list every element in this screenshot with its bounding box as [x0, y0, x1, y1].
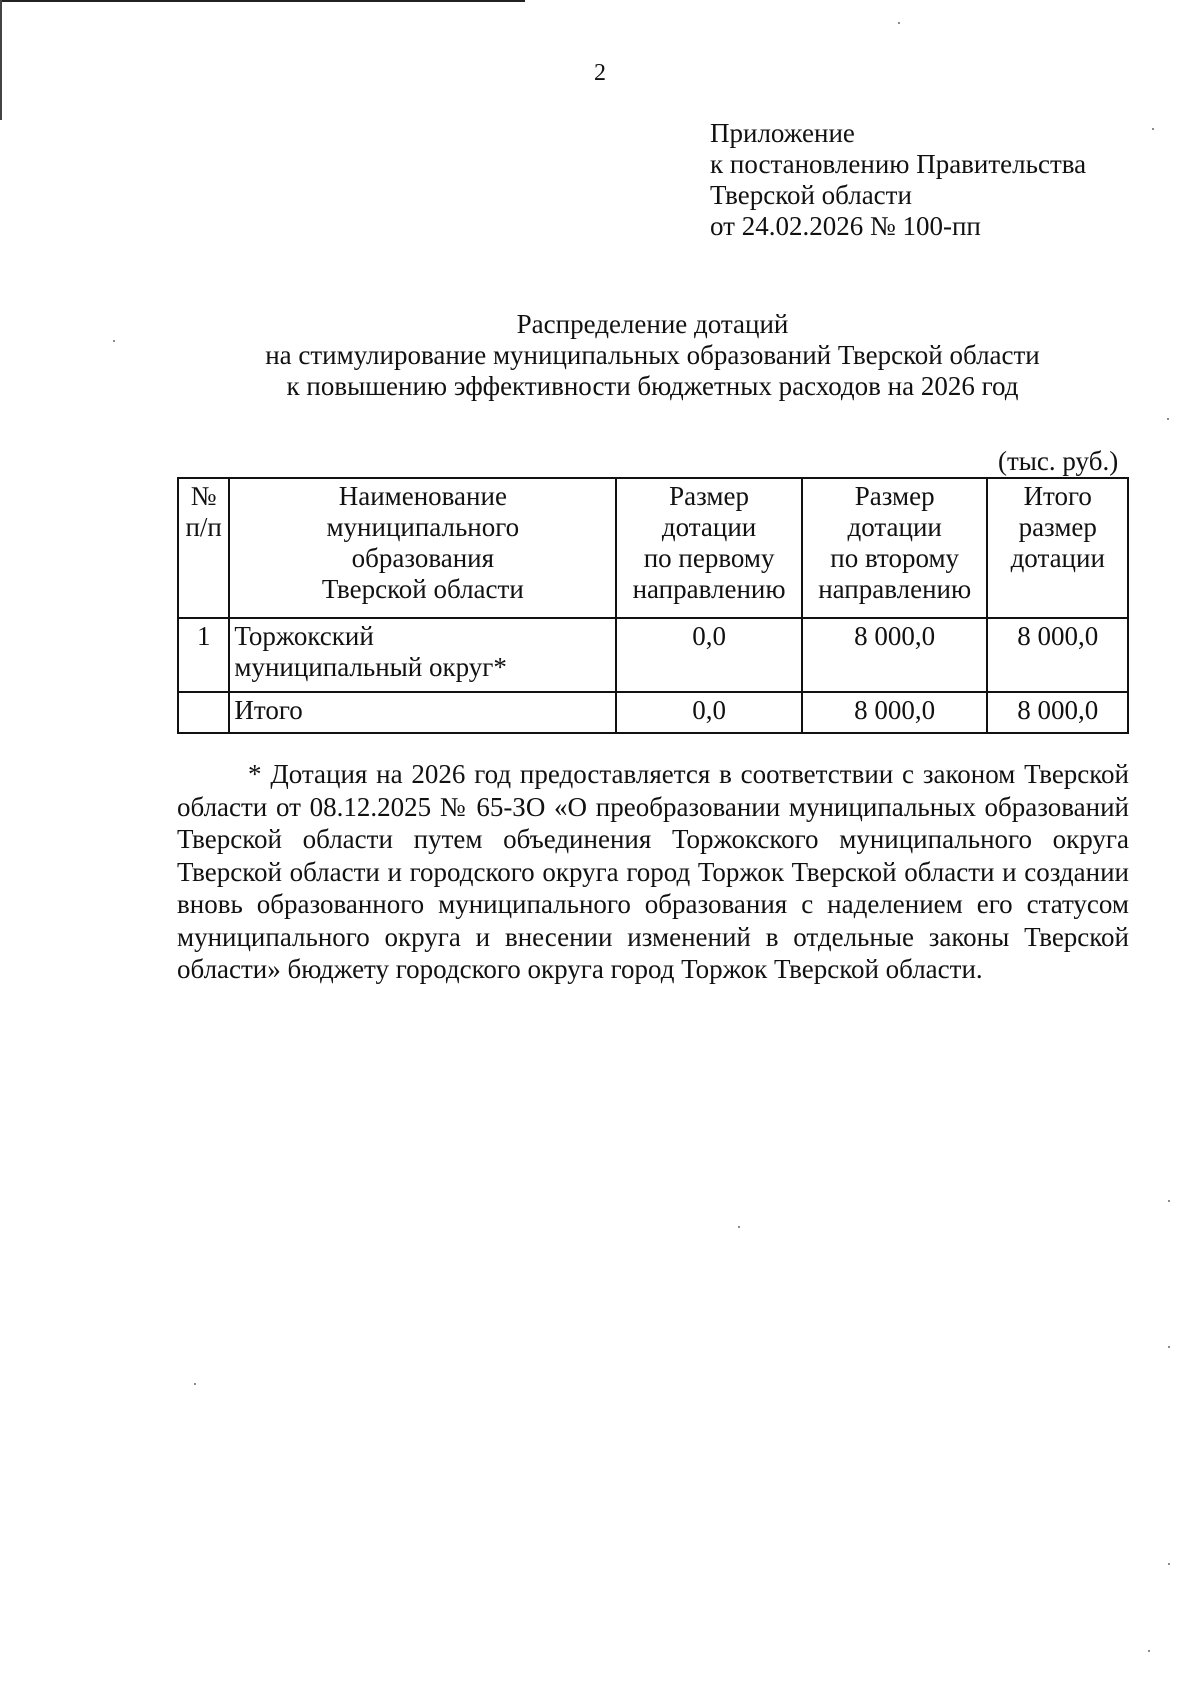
header-text: Тверской области [321, 574, 524, 604]
name-text: Торжокский [234, 621, 374, 651]
header-text: Размер [854, 481, 935, 511]
header-text: Итого [1023, 481, 1092, 511]
header-text: направлению [632, 574, 786, 604]
header-name [229, 478, 616, 618]
document-title [0, 309, 1200, 402]
name-text: муниципальный округ* [234, 652, 507, 682]
row-municipality-name [229, 618, 616, 692]
title-line: Распределение дотаций [516, 309, 789, 339]
scan-speck [738, 1226, 740, 1228]
page-number: 2 [594, 60, 606, 86]
header-text: п/п [185, 512, 222, 542]
header-text: размер [1018, 512, 1097, 542]
header-text: Размер [669, 481, 749, 511]
row-first-direction: 0,0 [616, 618, 802, 692]
total-number-empty [178, 692, 229, 733]
header-text: направлению [818, 574, 972, 604]
header-text: по первому [643, 543, 775, 573]
total-first-direction: 0,0 [616, 692, 802, 733]
header-first-direction [616, 478, 802, 618]
approval-line: Тверской области [710, 180, 912, 210]
scan-speck [1167, 418, 1169, 420]
total-second-direction: 8 000,0 [802, 692, 988, 733]
header-second-direction [802, 478, 988, 618]
total-total: 8 000,0 [987, 692, 1128, 733]
scan-speck [1168, 1346, 1170, 1348]
header-text: образования [351, 543, 495, 573]
scan-speck [1168, 1563, 1170, 1565]
scan-speck [1168, 1200, 1170, 1202]
title-line: на стимулирование муниципальных образований Тверской области [265, 340, 1040, 370]
approval-line: от 24.02.2026 № 100-пп [710, 211, 981, 241]
units-label: (тыс. руб.) [998, 446, 1119, 476]
scan-speck [898, 22, 900, 24]
header-text: муниципального [326, 512, 520, 542]
header-text: дотации [847, 512, 942, 542]
scan-edge-top [0, 0, 525, 2]
row-number: 1 [178, 618, 229, 692]
scan-speck [1152, 128, 1154, 130]
approval-line: к постановлению Правительства [710, 149, 1087, 179]
footnote: * Дотация на 2026 год предоставляется в соответствии с законом Тверской области от 08.12.2025 № 65-ЗО «О преобразовании муниципальных образований Тверской области путем объединения Торжокского муниципального округа Тверской области и городского округа город Торжок Тверской области и создании вновь образованного муниципального образования с наделением его статусом муниципального округа и внесении изменений в отдельные законы Тверской области» бюджету городского округа город Торжок Тверской области. [177, 759, 1129, 984]
header-text: по второму [830, 543, 960, 573]
header-text: дотации [1010, 543, 1105, 573]
header-text: № [190, 481, 217, 511]
scan-speck [194, 1383, 196, 1385]
grant-distribution-table [177, 477, 1129, 734]
scan-speck [1148, 1650, 1150, 1652]
scan-speck [113, 340, 115, 342]
total-label: Итого [229, 692, 616, 733]
header-text: Наименование [338, 481, 507, 511]
approval-line: Приложение [710, 118, 855, 148]
row-total: 8 000,0 [987, 618, 1128, 692]
table-total-row [178, 692, 1128, 733]
title-line: к повышению эффективности бюджетных расходов на 2026 год [286, 371, 1019, 401]
table-header-row [178, 478, 1128, 618]
table-row [178, 618, 1128, 692]
approval-stamp [710, 118, 1086, 242]
header-text: дотации [661, 512, 757, 542]
header-total [987, 478, 1128, 618]
row-second-direction: 8 000,0 [802, 618, 988, 692]
header-number [178, 478, 229, 618]
